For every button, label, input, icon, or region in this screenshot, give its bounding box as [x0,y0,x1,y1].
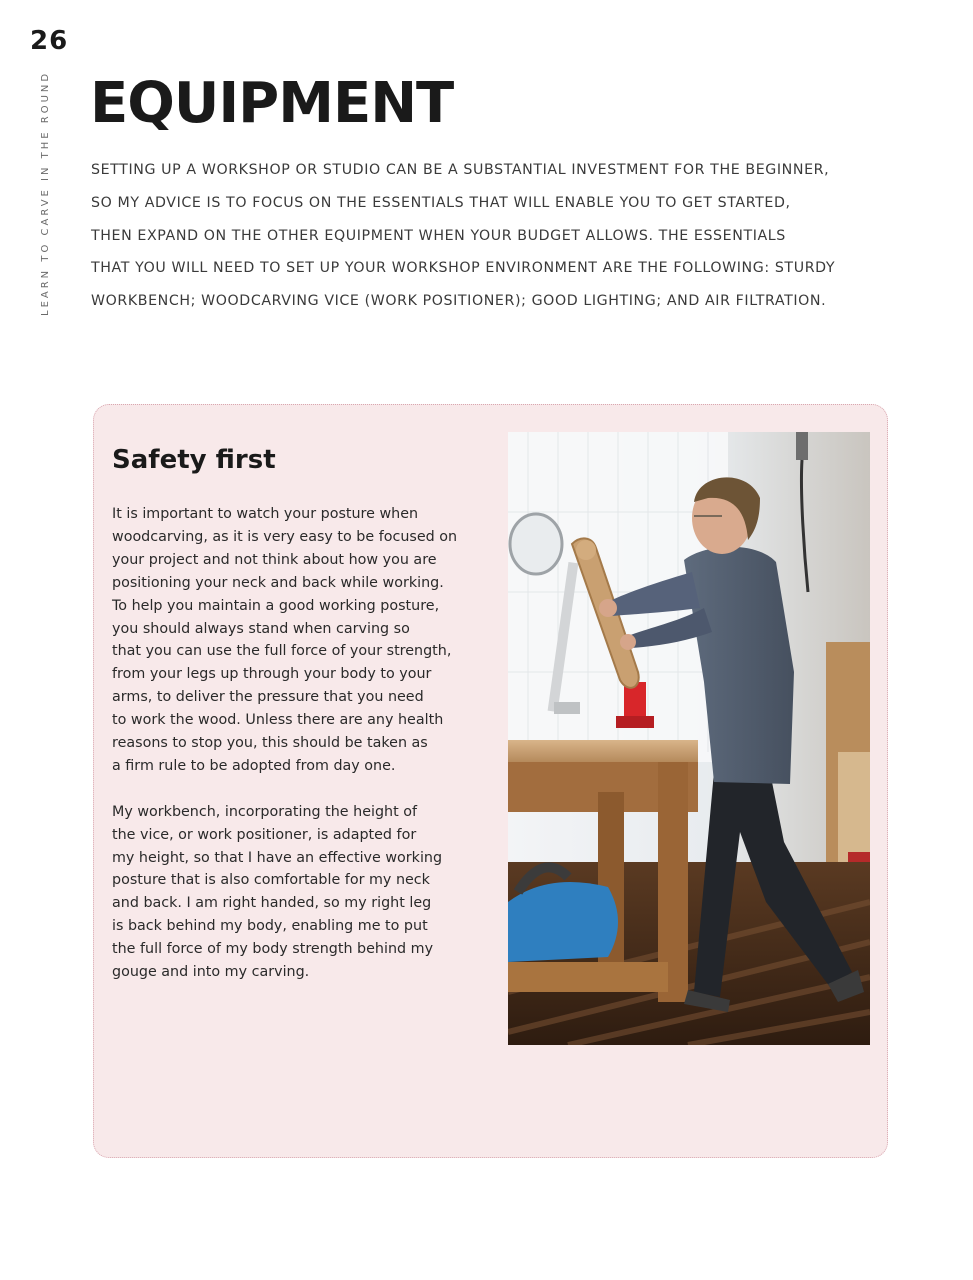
intro-line: SETTING UP A WORKSHOP OR STUDIO CAN BE A SUBSTANTIAL INVESTMENT FOR THE BEGINNER, [91,162,830,178]
hand [620,634,636,650]
intro-line: WORKBENCH; WOODCARVING VICE (WORK POSITIONER); GOOD LIGHTING; AND AIR FILTRATION. [91,293,827,310]
sidebar-line: and back. I am right handed, so my right leg [112,895,432,912]
sidebar-line: arms, to deliver the pressure that you need [112,689,424,706]
sidebar-line: to work the wood. Unless there are any health [112,712,444,729]
section-title: EQUIPMENT [90,71,454,136]
blue-bag [508,882,618,962]
intro-paragraph [91,154,891,318]
sidebar-line: woodcarving, as it is very easy to be focused on [112,528,458,545]
carving-detail [576,540,596,560]
sidebar-line: It is important to watch your posture when [112,506,419,522]
workbench-top [508,740,698,762]
page-number: 26 [30,26,69,56]
hand [599,599,617,617]
sidebar-line: gouge and into my carving. [112,964,310,981]
sidebar-line: that you can use the full force of your strength, [112,643,452,660]
intro-line: SO MY ADVICE IS TO FOCUS ON THE ESSENTIALS THAT WILL ENABLE YOU TO GET STARTED, [91,194,791,211]
sidebar-line: the vice, or work positioner, is adapted for [112,826,417,843]
woodcarver-photo [508,432,870,1045]
sidebar-line: positioning your neck and back while working. [112,574,444,591]
sidebar-line: reasons to stop you, this should be taken as [112,735,428,752]
sidebar-paragraph [112,801,472,984]
sidebar-paragraph [112,503,472,778]
intro-line: THEN EXPAND ON THE OTHER EQUIPMENT WHEN YOUR BUDGET ALLOWS. THE ESSENTIALS [91,227,786,244]
vice-base [616,716,654,728]
magnifier-lamp [510,514,562,574]
workbench-shelf [508,962,668,992]
sidebar-line: you should always stand when carving so [112,620,410,637]
sidebar-line: My workbench, incorporating the height of [112,803,418,820]
sidebar-body [112,503,472,1007]
sidebar-title: Safety first [112,445,276,475]
sidebar-line: your project and not think about how you are [112,551,437,568]
sidebar-line: To help you maintain a good working posture, [112,597,440,614]
safety-sidebar-box [93,404,888,1158]
sidebar-line: my height, so that I have an effective working [112,849,443,866]
intro-line: THAT YOU WILL NEED TO SET UP YOUR WORKSHOP ENVIRONMENT ARE THE FOLLOWING: STURDY [91,260,836,277]
running-head: LEARN TO CARVE IN THE ROUND [40,70,51,316]
photo-illustration [508,432,870,1045]
sidebar-line: from your legs up through your body to your [112,666,432,683]
sidebar-line: is back behind my body, enabling me to put [112,918,428,935]
wall-outlet [796,432,808,460]
sidebar-line: a firm rule to be adopted from day one. [112,757,396,774]
sidebar-line: posture that is also comfortable for my neck [112,872,430,889]
sidebar-line: the full force of my body strength behind my [112,941,434,958]
lamp-base [554,702,580,714]
